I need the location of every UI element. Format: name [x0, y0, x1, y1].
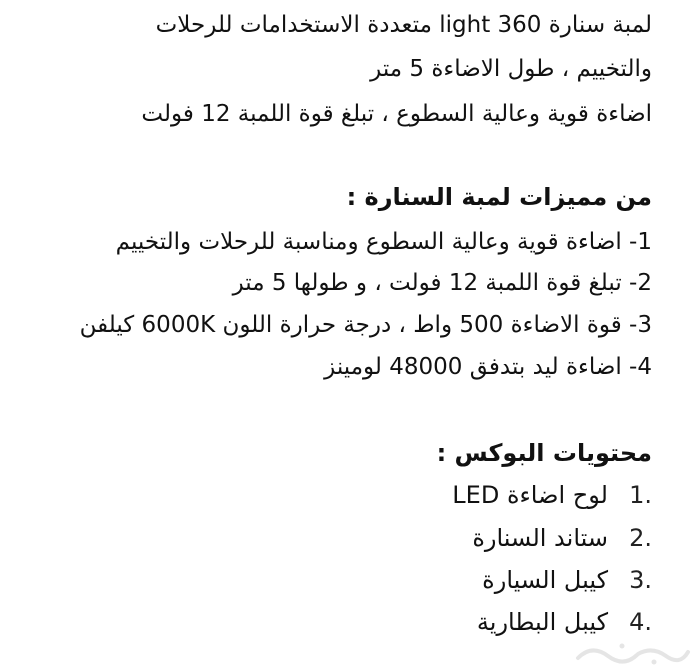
box-content-label: كيبل البطارية	[476, 608, 608, 636]
box-content-item	[477, 607, 652, 637]
intro-line-1: لمبة سنارة light 360 متعددة الاستخدامات للرحلات	[155, 12, 652, 38]
box-content-item	[482, 565, 652, 595]
feature-item: 4- اضاءة ليد بتدفق 48000 لومينز	[324, 354, 652, 380]
box-content-label: ستاند السنارة	[472, 524, 608, 552]
list-number: .2	[629, 524, 652, 552]
box-content-label: لوح اضاءة LED	[452, 481, 608, 509]
feature-item: 2- تبلغ قوة اللمبة 12 فولت ، و طولها 5 متر	[232, 270, 652, 296]
list-number: .3	[629, 566, 652, 594]
list-number: .4	[629, 608, 652, 636]
feature-item: 3- قوة الاضاءة 500 واط ، درجة حرارة اللون 6000K كيلفن	[79, 312, 652, 338]
box-content-item	[452, 480, 652, 510]
box-content-item	[472, 523, 652, 553]
haraj-logo-watermark-icon	[574, 640, 692, 666]
intro-line-3: اضاءة قوية وعالية السطوع ، تبلغ قوة اللمبة 12 فولت	[141, 101, 652, 127]
feature-item: 1- اضاءة قوية وعالية السطوع ومناسبة للرحلات والتخييم	[115, 229, 652, 255]
box-content-label: كيبل السيارة	[482, 566, 608, 594]
intro-line-2: والتخييم ، طول الاضاءة 5 متر	[370, 56, 652, 82]
features-heading: من مميزات لمبة السنارة :	[346, 183, 652, 211]
list-number: .1	[629, 481, 652, 509]
box-contents-heading: محتويات البوكس :	[436, 439, 652, 467]
